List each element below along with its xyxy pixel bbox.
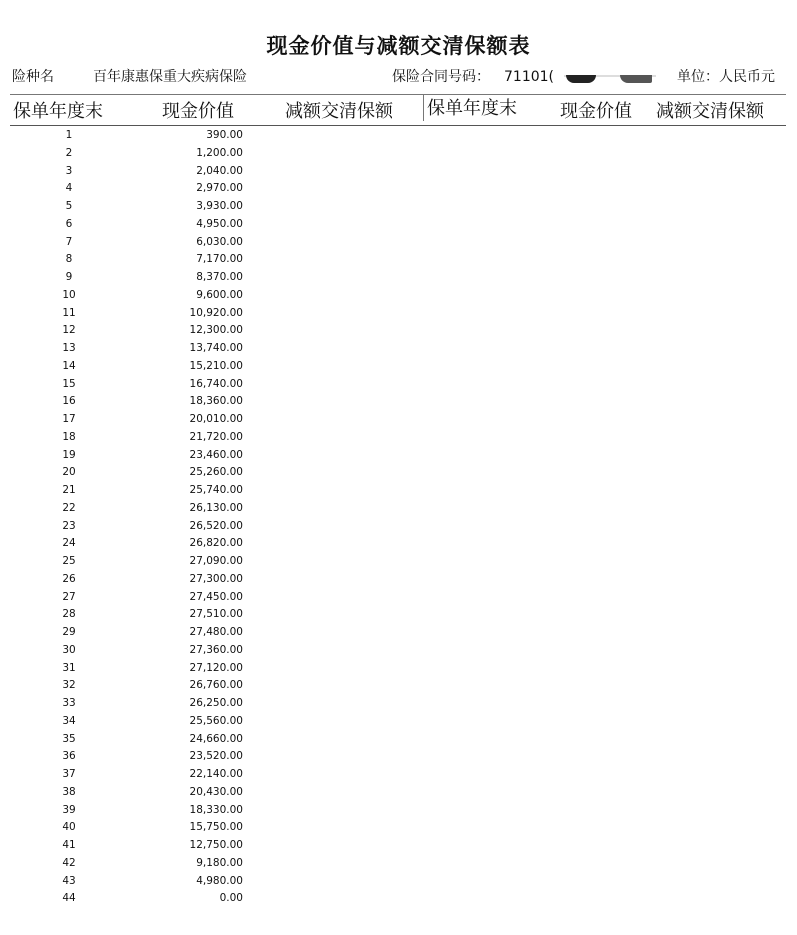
table-row: [0, 482, 797, 500]
policy-year-cell: 1: [65, 129, 73, 141]
header-reduced-paidup-2: 减额交清保额: [656, 101, 764, 122]
cash-value-cell: 25,260.00: [189, 466, 243, 479]
table-row: [0, 145, 797, 163]
policy-year-cell: 13: [62, 342, 76, 354]
cash-value-cell: 27,450.00: [189, 590, 243, 603]
table-row: [0, 393, 797, 411]
cash-value-cell: 15,750.00: [189, 821, 243, 834]
table-row: [0, 429, 797, 447]
policy-year-cell: 21: [62, 484, 76, 496]
table-row: [0, 447, 797, 465]
cash-value-cell: 8,370.00: [196, 271, 243, 283]
cash-value-cell: 24,660.00: [189, 732, 243, 745]
cash-value-cell: 12,750.00: [189, 839, 243, 851]
table-row: [0, 411, 797, 429]
cash-value-cell: 2,970.00: [196, 182, 243, 195]
table-row: [0, 855, 797, 873]
policy-year-cell: 41: [62, 839, 76, 851]
contract-info: [392, 66, 554, 86]
header-policy-year: 保单年度末: [13, 101, 103, 122]
table-row: [0, 376, 797, 394]
cash-value-cell: 16,740.00: [189, 377, 243, 390]
table-row: [0, 713, 797, 731]
table-row: [0, 216, 797, 234]
table-row: [0, 784, 797, 802]
table-row: [0, 500, 797, 518]
cash-value-cell: 25,560.00: [189, 714, 243, 727]
header-reduced-paidup: 减额交清保额: [285, 101, 393, 122]
table-row: [0, 606, 797, 624]
cash-value-cell: 22,140.00: [189, 768, 243, 780]
policy-year-cell: 27: [62, 590, 76, 603]
cash-value-cell: 26,250.00: [189, 697, 243, 709]
document-title: 现金价值与减额交清保额表: [266, 34, 531, 58]
table-row: [0, 269, 797, 287]
policy-year-cell: 12: [62, 324, 76, 337]
cash-value-cell: 20,430.00: [189, 785, 243, 798]
table-row: [0, 695, 797, 713]
cash-value-cell: 2,040.00: [196, 164, 243, 177]
policy-year-cell: 16: [62, 395, 76, 408]
product-label: 险种名: [12, 69, 54, 85]
policy-year-cell: 9: [65, 271, 73, 283]
table-row: [0, 873, 797, 891]
table-row: [0, 589, 797, 607]
policy-year-cell: 23: [62, 519, 76, 532]
policy-year-cell: 33: [62, 697, 76, 709]
policy-year-cell: 42: [62, 856, 76, 869]
table-row: [0, 748, 797, 766]
cash-value-cell: 18,360.00: [189, 395, 243, 408]
contract-label: 保险合同号码：: [392, 69, 490, 85]
policy-year-cell: 39: [62, 803, 76, 816]
table-row: [0, 287, 797, 305]
cash-value-cell: 0.00: [219, 892, 243, 905]
table-row: [0, 251, 797, 269]
policy-year-cell: 10: [62, 288, 76, 301]
policy-year-cell: 8: [65, 253, 73, 266]
table-row: [0, 127, 797, 145]
cash-value-cell: 13,740.00: [189, 342, 243, 354]
cash-value-cell: 18,330.00: [189, 803, 243, 816]
cash-value-cell: 27,360.00: [189, 643, 243, 656]
cash-value-cell: 27,510.00: [189, 608, 243, 621]
table-row: [0, 180, 797, 198]
policy-year-cell: 19: [62, 448, 76, 461]
policy-year-cell: 40: [62, 821, 76, 834]
table-row: [0, 766, 797, 784]
cash-value-cell: 20,010.00: [189, 413, 243, 425]
policy-year-cell: 14: [62, 359, 76, 372]
policy-year-cell: 4: [65, 182, 73, 195]
table-body: [0, 127, 797, 908]
table-row: [0, 234, 797, 252]
policy-year-cell: 35: [62, 732, 76, 745]
cash-value-cell: 6,030.00: [196, 235, 243, 248]
policy-year-cell: 31: [62, 661, 76, 674]
cash-value-cell: 10,920.00: [189, 306, 243, 319]
policy-year-cell: 43: [62, 874, 76, 887]
policy-year-cell: 36: [62, 750, 76, 763]
policy-year-cell: 32: [62, 679, 76, 692]
table-row: [0, 571, 797, 589]
policy-year-cell: 3: [65, 164, 73, 177]
cash-value-cell: 27,480.00: [189, 626, 243, 638]
table-row: [0, 340, 797, 358]
cash-value-cell: 9,180.00: [196, 856, 243, 869]
table-row: [0, 660, 797, 678]
cash-value-cell: 27,120.00: [189, 661, 243, 674]
policy-year-cell: 25: [62, 555, 76, 567]
table-row: [0, 731, 797, 749]
table-row: [0, 642, 797, 660]
policy-year-cell: 26: [62, 572, 76, 585]
header-policy-year-2: 保单年度末: [423, 95, 517, 121]
cash-value-cell: 27,090.00: [189, 555, 243, 567]
policy-year-cell: 18: [62, 430, 76, 443]
policy-year-cell: 15: [62, 377, 76, 390]
cash-value-cell: 23,520.00: [189, 750, 243, 763]
policy-year-cell: 22: [62, 501, 76, 514]
policy-year-cell: 5: [65, 200, 73, 212]
policy-year-cell: 24: [62, 537, 76, 550]
table-row: [0, 163, 797, 181]
cash-value-cell: 26,520.00: [189, 519, 243, 532]
redaction-mark: [564, 66, 656, 84]
cash-value-cell: 4,980.00: [196, 874, 243, 887]
cash-value-cell: 23,460.00: [189, 448, 243, 461]
policy-year-cell: 28: [62, 608, 76, 621]
cash-value-cell: 3,930.00: [196, 200, 243, 212]
cash-value-cell: 26,130.00: [189, 501, 243, 514]
table-row: [0, 358, 797, 376]
cash-value-cell: 25,740.00: [189, 484, 243, 496]
cash-value-cell: 9,600.00: [196, 288, 243, 301]
table-header: [10, 94, 786, 126]
cash-value-cell: 390.00: [206, 129, 243, 141]
policy-year-cell: 34: [62, 714, 76, 727]
header-cash-value-2: 现金价值: [560, 101, 632, 122]
cash-value-cell: 21,720.00: [189, 430, 243, 443]
cash-value-cell: 12,300.00: [189, 324, 243, 337]
cash-value-cell: 1,200.00: [196, 146, 243, 159]
table-row: [0, 819, 797, 837]
policy-year-cell: 17: [62, 413, 76, 425]
table-row: [0, 518, 797, 536]
policy-year-cell: 20: [62, 466, 76, 479]
policy-year-cell: 30: [62, 643, 76, 656]
table-row: [0, 837, 797, 855]
cash-value-cell: 27,300.00: [189, 572, 243, 585]
cash-value-cell: 26,760.00: [189, 679, 243, 692]
cash-value-cell: 4,950.00: [196, 217, 243, 230]
table-row: [0, 198, 797, 216]
table-row: [0, 464, 797, 482]
cash-value-cell: 7,170.00: [196, 253, 243, 266]
contract-number: 71101(: [504, 69, 554, 85]
table-row: [0, 624, 797, 642]
table-row: [0, 677, 797, 695]
policy-year-cell: 6: [65, 217, 73, 230]
policy-year-cell: 29: [62, 626, 76, 638]
table-row: [0, 322, 797, 340]
table-row: [0, 535, 797, 553]
cash-value-cell: 26,820.00: [189, 537, 243, 550]
policy-year-cell: 44: [62, 892, 76, 905]
header-cash-value: 现金价值: [162, 101, 234, 122]
policy-year-cell: 7: [65, 235, 73, 248]
table-row: [0, 802, 797, 820]
table-row: [0, 890, 797, 908]
table-row: [0, 553, 797, 571]
unit-label: 单位：人民币元: [677, 69, 775, 85]
policy-year-cell: 11: [62, 306, 76, 319]
table-row: [0, 305, 797, 323]
cash-value-cell: 15,210.00: [189, 359, 243, 372]
product-name: 百年康惠保重大疾病保险: [93, 69, 247, 85]
policy-year-cell: 38: [62, 785, 76, 798]
policy-year-cell: 37: [62, 768, 76, 780]
policy-year-cell: 2: [65, 146, 73, 159]
